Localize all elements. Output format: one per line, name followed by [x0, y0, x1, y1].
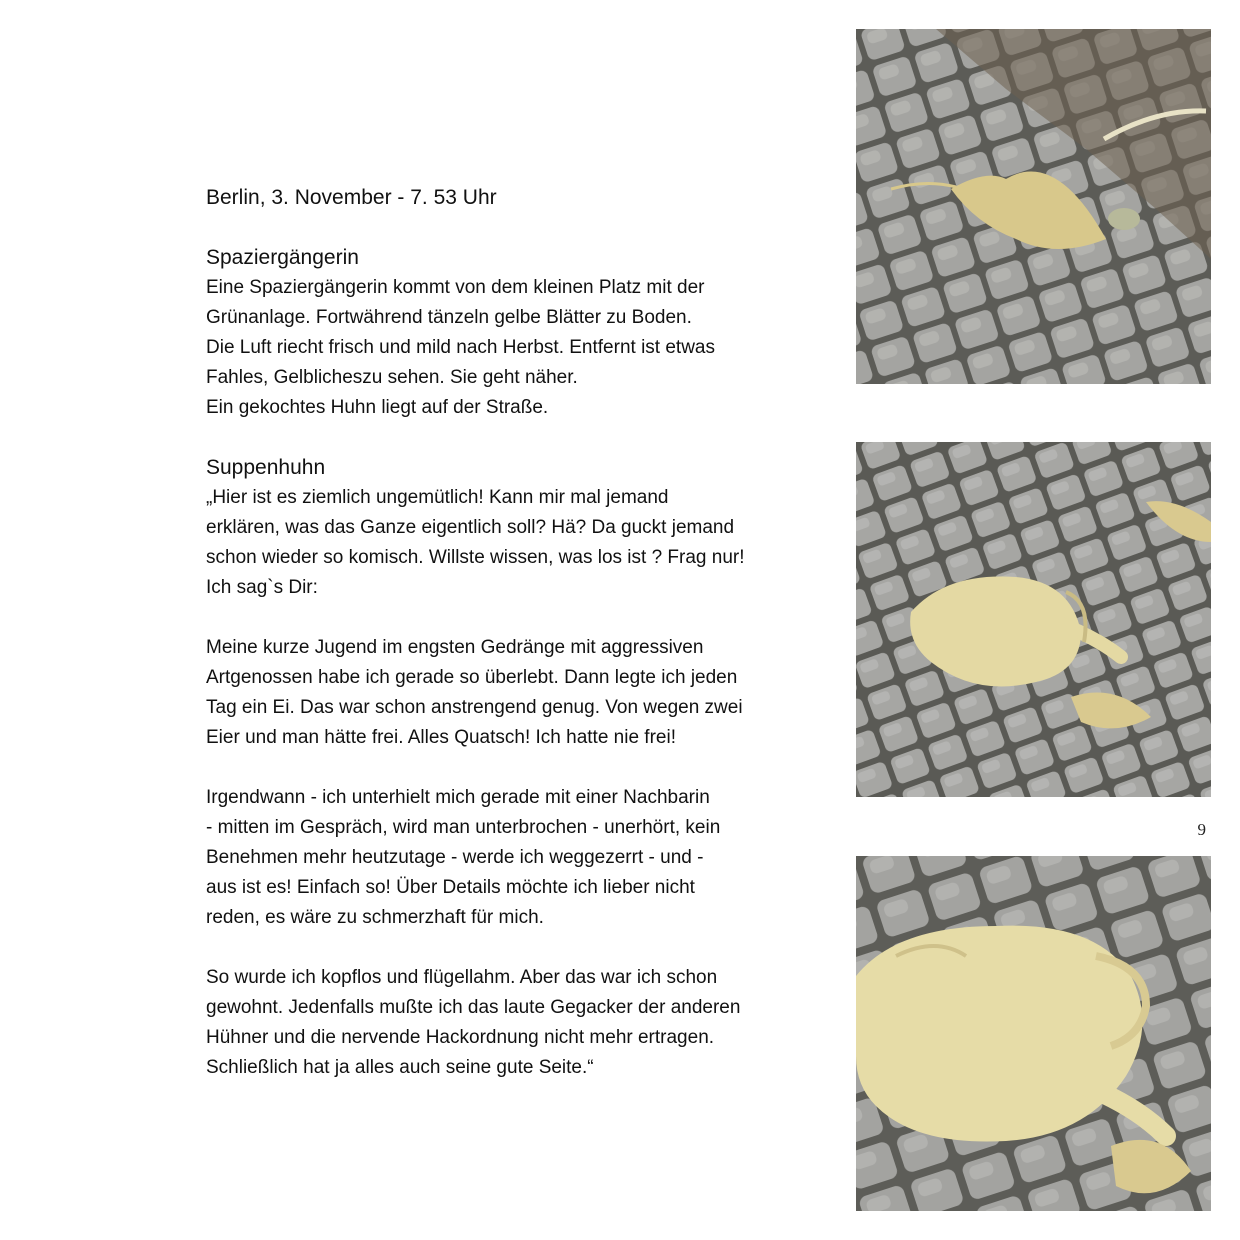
text-column — [206, 183, 816, 1083]
photo-leaf-illustration — [856, 29, 1211, 384]
paragraph: Eine Spaziergängerin kommt von dem kleinen Platz mit der Grünanlage. Fortwährend tänzeln gelbe Blätter zu Boden. Die Luft riecht frisch und mild nach Herbst. Entfernt ist etwas Fahles, Gelblicheszu sehen. Sie geht näher. Ein gekochtes Huhn liegt auf der Straße. — [206, 277, 715, 418]
paragraph: „Hier ist es ziemlich ungemütlich! Kann mir mal jemand erklären, was das Ganze eigentlich soll? Hä? Da guckt jemand schon wieder so komisch. Willste wissen, was los ist ? Frag nur! Ich sag`s Dir: — [206, 487, 745, 598]
paragraph: Meine kurze Jugend im engsten Gedränge mit aggressiven Artgenossen habe ich gerade so überlebt. Dann legte ich jeden Tag ein Ei. Das war schon anstrengend genug. Von wegen zwei Eier und man hätte frei. Alles Quatsch! Ich hatte nie frei! — [206, 637, 743, 748]
section-title-spaziergaengerin: Spaziergängerin — [206, 246, 359, 269]
paragraph-gap — [206, 603, 816, 633]
photo-chicken-closeup-illustration — [856, 856, 1211, 1211]
page-number: 9 — [1197, 820, 1206, 839]
photo-chicken-closeup — [856, 856, 1211, 1211]
paragraph-gap — [206, 423, 816, 453]
section-title-suppenhuhn: Suppenhuhn — [206, 456, 326, 479]
photo-chicken-wide — [856, 442, 1211, 797]
paragraph-gap — [206, 753, 816, 783]
paragraph-gap — [206, 933, 816, 963]
paragraph: Irgendwann - ich unterhielt mich gerade mit einer Nachbarin - mitten im Gespräch, wird man unterbrochen - unerhört, kein Benehmen mehr heutzutage - werde ich weggezerrt - und - aus ist es! Einfach so! Über Details möchte ich lieber nicht reden, es wäre zu schmerzhaft für mich. — [206, 787, 721, 928]
photo-chicken-wide-illustration — [856, 442, 1211, 797]
paragraph: So wurde ich kopflos und flügellahm. Aber das war ich schon gewohnt. Jedenfalls mußte ich das laute Gegacker der anderen Hühner und die nervende Hackordnung nicht mehr ertragen. Schließlich hat ja alles auch seine gute Seite.“ — [206, 967, 741, 1078]
photo-leaf-on-cobblestones — [856, 29, 1211, 384]
date-heading: Berlin, 3. November - 7. 53 Uhr — [206, 186, 497, 209]
